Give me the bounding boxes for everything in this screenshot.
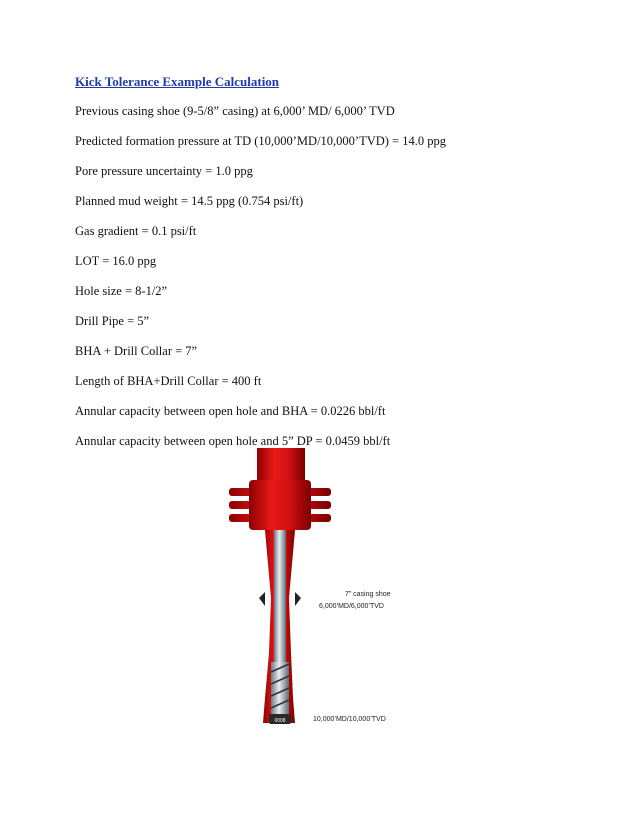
bha [271, 662, 289, 714]
drill-bit [269, 714, 291, 724]
text-line-gas-gradient: Gas gradient = 0.1 psi/ft [75, 224, 197, 238]
text-line-hole-size: Hole size = 8-1/2” [75, 284, 168, 298]
td-depth-label: 10,000’MD/10,000’TVD [313, 716, 386, 723]
text-line-pore-pressure: Pore pressure uncertainty = 1.0 ppg [75, 164, 253, 178]
text-line-formation-pressure: Predicted formation pressure at TD (10,000’MD/10,000’TVD) = 14.0 ppg [75, 134, 446, 148]
drill-pipe [274, 530, 286, 662]
text-line-drill-pipe: Drill Pipe = 5” [75, 314, 150, 328]
bit-label: 0008 [274, 718, 286, 724]
wellhead [229, 448, 331, 530]
text-line-casing-shoe: Previous casing shoe (9-5/8” casing) at 6,000’ MD/ 6,000’ TVD [75, 104, 395, 118]
text-line-bha-length: Length of BHA+Drill Collar = 400 ft [75, 374, 262, 388]
wellbore-diagram [225, 448, 425, 738]
text-line-lot: LOT = 16.0 ppg [75, 254, 157, 268]
text-line-annular-bha: Annular capacity between open hole and BHA = 0.0226 bbl/ft [75, 404, 386, 418]
wellbore-svg [225, 448, 425, 738]
text-line-bha: BHA + Drill Collar = 7” [75, 344, 198, 358]
document-title[interactable]: Kick Tolerance Example Calculation [75, 74, 280, 89]
text-line-annular-dp: Annular capacity between open hole and 5” DP = 0.0459 bbl/ft [75, 434, 391, 448]
casing-shoe-depth-label: 6,000’MD/6,000’TVD [319, 603, 384, 610]
casing-shoe-label: 7” casing shoe [345, 591, 391, 598]
text-line-mud-weight: Planned mud weight = 14.5 ppg (0.754 psi/ft) [75, 194, 304, 208]
